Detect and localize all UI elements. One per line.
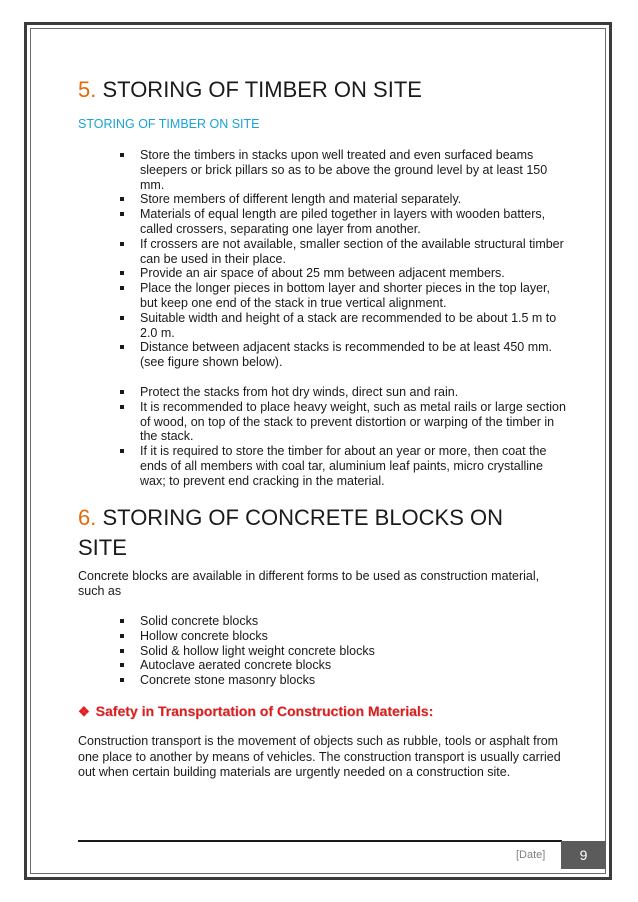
list-item (118, 192, 566, 207)
list-item (118, 673, 566, 688)
list-item (118, 148, 566, 192)
footer-date: [Date] (516, 849, 546, 861)
square-bullet-icon (120, 449, 124, 453)
square-bullet-icon (120, 619, 124, 623)
list-item-text: Store members of different length and material separately. (140, 192, 462, 207)
square-bullet-icon (120, 405, 124, 409)
section-5-number: 5. (78, 77, 97, 102)
list-item-text: Store the timbers in stacks upon well treated and even surfaced beams sleepers or brick pillars so as to be above the ground level by at least 150 mm. (140, 148, 548, 192)
safety-heading-text: Safety in Transportation of Construction Materials: (95, 703, 434, 719)
section-5-title: STORING OF TIMBER ON SITE (102, 77, 422, 102)
section-6-intro: Concrete blocks are available in different forms to be used as construction material, such as (78, 569, 540, 598)
list-item (118, 629, 566, 644)
list-item-text: It is recommended to place heavy weight, such as metal rails or large section of wood, on top of the stack to prevent distortion or warping of the timber in the stack. (140, 399, 566, 444)
list-item-text: Place the longer pieces in bottom layer and shorter pieces in the top layer, but keep one end of the stack in true vertical alignment. (140, 281, 550, 310)
list-item-text: Autoclave aerated concrete blocks (140, 658, 332, 673)
section-6-heading (78, 503, 548, 563)
concrete-blocks-bullet-list (118, 614, 566, 688)
list-item-text: Solid & hollow light weight concrete blocks (140, 643, 375, 658)
square-bullet-icon (120, 316, 124, 320)
list-item-text: Provide an air space of about 25 mm between adjacent members. (140, 266, 505, 281)
list-item-text: Protect the stacks from hot dry winds, direct sun and rain. (140, 385, 459, 399)
square-bullet-icon (120, 678, 124, 682)
square-bullet-icon (120, 649, 124, 653)
list-item (118, 444, 566, 488)
square-bullet-icon (120, 345, 124, 349)
square-bullet-icon (120, 390, 124, 394)
list-item (118, 207, 566, 237)
list-item-text: Distance between adjacent stacks is recommended to be at least 450 mm. (see figure shown below). (140, 340, 553, 370)
section-6-number: 6. (78, 505, 97, 530)
list-item (118, 644, 566, 659)
list-item-text: If it is required to store the timber for about an year or more, then coat the ends of all members with coal tar, aluminium leaf paints, micro crystalline wax; to prevent end cracking in the material. (140, 444, 547, 488)
list-item (118, 614, 566, 629)
square-bullet-icon (120, 663, 124, 667)
section-5-heading (78, 77, 422, 103)
section-5-subtitle: STORING OF TIMBER ON SITE (78, 117, 260, 131)
list-item-text: Suitable width and height of a stack are recommended to be about 1.5 m to 2.0 m. (140, 310, 557, 340)
page-number: 9 (561, 841, 606, 869)
list-item (118, 237, 566, 267)
list-item (118, 311, 566, 341)
list-item (118, 658, 566, 673)
square-bullet-icon (120, 197, 124, 201)
timber-bullet-list (118, 148, 566, 370)
square-bullet-icon (120, 153, 124, 157)
square-bullet-icon (120, 271, 124, 275)
timber-bullet-list-continued (118, 385, 566, 489)
list-item (118, 340, 566, 370)
safety-heading (78, 703, 433, 720)
list-item-text: Materials of equal length are piled together in layers with wooden batters, called crossers, separating one layer from another. (140, 207, 546, 236)
diamond-bullet-icon: ❖ (78, 704, 90, 719)
safety-paragraph: Construction transport is the movement of objects such as rubble, tools or asphalt from one place to another by means of vehicles. The construction transport is usually carried out when certain building materials are urgently needed on a construction site. (78, 734, 561, 779)
list-item-text: Solid concrete blocks (140, 614, 259, 628)
square-bullet-icon (120, 634, 124, 638)
square-bullet-icon (120, 212, 124, 216)
list-item-text: Concrete stone masonry blocks (140, 673, 316, 688)
list-item (118, 281, 566, 311)
list-item (118, 266, 566, 281)
list-item (118, 385, 566, 400)
square-bullet-icon (120, 242, 124, 246)
list-item-text: If crossers are not available, smaller section of the available structural timber can be used in their place. (140, 236, 564, 266)
list-item-text: Hollow concrete blocks (140, 628, 268, 643)
section-6-title: STORING OF CONCRETE BLOCKS ON SITE (78, 505, 504, 560)
footer-rule (78, 840, 562, 842)
square-bullet-icon (120, 286, 124, 290)
list-item (118, 400, 566, 444)
